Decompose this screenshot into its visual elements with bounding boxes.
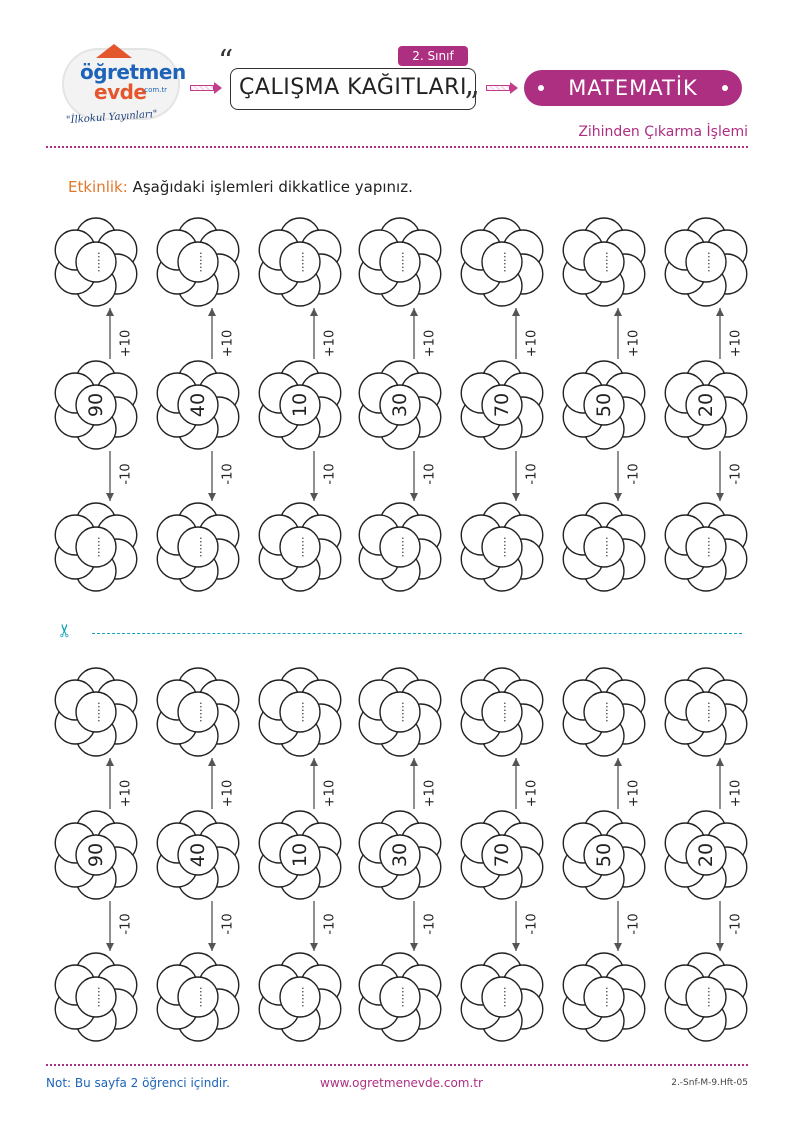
- center-number: 40: [187, 392, 209, 418]
- operation-arrow: [716, 901, 744, 951]
- operation-label: +10: [422, 779, 438, 808]
- flower: [563, 503, 645, 591]
- answer-blank: ......: [597, 986, 611, 1008]
- operation-arrow: [410, 308, 438, 359]
- operation-arrow: [310, 451, 338, 501]
- operation-label: -10: [118, 463, 134, 485]
- footer-note: Not: Bu sayfa 2 öğrenci içindir.: [46, 1076, 230, 1090]
- flower: [259, 811, 341, 899]
- operation-arrow: [310, 758, 338, 809]
- answer-blank: ......: [191, 701, 205, 723]
- center-number: 70: [491, 842, 513, 868]
- flower: [563, 953, 645, 1041]
- arrow-up-icon: [716, 758, 724, 766]
- operation-arrow: [410, 901, 438, 951]
- operation-label: -10: [728, 463, 744, 485]
- answer-blank: ......: [89, 251, 103, 273]
- flower: [157, 811, 239, 899]
- operation-label: +10: [728, 329, 744, 358]
- operation-arrow: [208, 901, 236, 951]
- operation-label: -10: [524, 463, 540, 485]
- operation-arrow: [512, 451, 540, 501]
- logo-text-bottom: evde: [94, 80, 147, 104]
- flower: [359, 668, 441, 756]
- operation-arrow: [106, 758, 134, 809]
- arrow-down-icon: [512, 943, 520, 951]
- operation-label: -10: [322, 463, 338, 485]
- operation-label: -10: [728, 913, 744, 935]
- flower: [157, 361, 239, 449]
- arrow-down-icon: [208, 493, 216, 501]
- arrow-down-icon: [410, 943, 418, 951]
- answer-blank: ......: [597, 701, 611, 723]
- flower: [665, 503, 747, 591]
- arrow-up-icon: [410, 758, 418, 766]
- footer-divider: [46, 1064, 748, 1066]
- answer-blank: ......: [89, 986, 103, 1008]
- operation-label: +10: [524, 329, 540, 358]
- center-number: 10: [289, 842, 311, 868]
- answer-blank: ......: [597, 251, 611, 273]
- center-number: 90: [85, 842, 107, 868]
- flower: [461, 953, 543, 1041]
- logo-tagline: "İlkokul Yayınları": [65, 108, 158, 127]
- operation-label: -10: [422, 913, 438, 935]
- operation-label: -10: [118, 913, 134, 935]
- flower: [55, 361, 137, 449]
- operation-label: -10: [220, 463, 236, 485]
- center-number: 50: [593, 392, 615, 418]
- flower: [359, 953, 441, 1041]
- operation-arrow: [106, 308, 134, 359]
- topic-title: Zihinden Çıkarma İşlemi: [578, 124, 748, 140]
- center-number: 90: [85, 392, 107, 418]
- answer-blank: ......: [699, 701, 713, 723]
- flower: [259, 953, 341, 1041]
- operation-arrow: [106, 451, 134, 501]
- operation-label: -10: [524, 913, 540, 935]
- arrow-down-icon: [410, 493, 418, 501]
- operation-arrow: [410, 451, 438, 501]
- operation-arrow: [512, 901, 540, 951]
- answer-blank: ......: [89, 536, 103, 558]
- flower: [157, 953, 239, 1041]
- center-number: 20: [695, 842, 717, 868]
- arrow-down-icon: [208, 943, 216, 951]
- operation-arrow: [614, 758, 642, 809]
- flower: [55, 953, 137, 1041]
- answer-blank: ......: [393, 986, 407, 1008]
- operation-arrow: [614, 308, 642, 359]
- flower: [359, 811, 441, 899]
- arrow-down-icon: [716, 493, 724, 501]
- flower: [461, 218, 543, 306]
- flower: [563, 361, 645, 449]
- open-quote-icon: “: [218, 44, 234, 79]
- logo-text-top: öğretmen: [80, 60, 186, 84]
- answer-blank: ......: [191, 986, 205, 1008]
- flower: [563, 811, 645, 899]
- center-number: 50: [593, 842, 615, 868]
- operation-arrow: [716, 758, 744, 809]
- operation-arrow: [208, 758, 236, 809]
- arrow-up-icon: [106, 758, 114, 766]
- arrow-down-icon: [512, 493, 520, 501]
- answer-blank: ......: [699, 536, 713, 558]
- logo-domain: .com.tr: [142, 86, 168, 94]
- flower: [461, 811, 543, 899]
- operation-label: +10: [322, 779, 338, 808]
- answer-blank: ......: [495, 536, 509, 558]
- arrow-down-icon: [614, 493, 622, 501]
- answer-blank: ......: [495, 251, 509, 273]
- answer-blank: ......: [393, 251, 407, 273]
- flower: [563, 668, 645, 756]
- arrow-up-icon: [208, 758, 216, 766]
- operation-label: +10: [220, 329, 236, 358]
- arrow-down-icon: [310, 943, 318, 951]
- arrow-up-icon: [614, 758, 622, 766]
- arrow-up-icon: [106, 308, 114, 316]
- flower: [665, 953, 747, 1041]
- operation-arrow: [208, 451, 236, 501]
- center-number: 20: [695, 392, 717, 418]
- operation-arrow: [106, 901, 134, 951]
- operation-label: +10: [322, 329, 338, 358]
- footer-code: 2.-Snf-M-9.Hft-05: [671, 1078, 748, 1088]
- cut-line: [92, 633, 742, 634]
- operation-label: -10: [626, 913, 642, 935]
- arrow-down-icon: [716, 943, 724, 951]
- answer-blank: ......: [293, 701, 307, 723]
- operation-label: +10: [626, 779, 642, 808]
- operation-arrow: [614, 451, 642, 501]
- footer-url: www.ogretmenevde.com.tr: [320, 1076, 483, 1090]
- operation-arrow: [716, 451, 744, 501]
- flower: [665, 218, 747, 306]
- flower: [461, 668, 543, 756]
- answer-blank: ......: [191, 536, 205, 558]
- flower: [665, 668, 747, 756]
- operation-arrow: [512, 308, 540, 359]
- flower: [55, 218, 137, 306]
- close-quote-icon: ”: [464, 86, 480, 121]
- operation-arrow: [208, 308, 236, 359]
- operation-label: -10: [626, 463, 642, 485]
- answer-blank: ......: [393, 701, 407, 723]
- arrow-down-icon: [614, 943, 622, 951]
- operation-arrow: [512, 758, 540, 809]
- flower: [157, 668, 239, 756]
- operation-label: +10: [728, 779, 744, 808]
- operation-label: +10: [626, 329, 642, 358]
- answer-blank: ......: [495, 986, 509, 1008]
- answer-blank: ......: [393, 536, 407, 558]
- flower: [259, 503, 341, 591]
- operation-label: -10: [422, 463, 438, 485]
- operation-label: +10: [220, 779, 236, 808]
- arrow-up-icon: [614, 308, 622, 316]
- page-title: ÇALIŞMA KAĞITLARI: [239, 75, 467, 100]
- scissors-icon: ✂: [55, 622, 77, 639]
- arrow-down-icon: [106, 493, 114, 501]
- answer-blank: ......: [293, 536, 307, 558]
- answer-blank: ......: [191, 251, 205, 273]
- answer-blank: ......: [597, 536, 611, 558]
- answer-blank: ......: [495, 701, 509, 723]
- flower: [359, 361, 441, 449]
- arrow-up-icon: [512, 758, 520, 766]
- center-number: 30: [389, 392, 411, 418]
- operation-label: -10: [220, 913, 236, 935]
- answer-blank: ......: [89, 701, 103, 723]
- flower: [461, 361, 543, 449]
- flower: [359, 218, 441, 306]
- flower: [55, 668, 137, 756]
- flower: [665, 361, 747, 449]
- center-number: 70: [491, 392, 513, 418]
- answer-blank: ......: [293, 251, 307, 273]
- operation-arrow: [310, 901, 338, 951]
- operation-arrow: [310, 308, 338, 359]
- operation-arrow: [410, 758, 438, 809]
- flower: [55, 811, 137, 899]
- flower: [665, 811, 747, 899]
- answer-blank: ......: [699, 251, 713, 273]
- subject-label: MATEMATİK: [568, 76, 698, 100]
- arrow-down-icon: [106, 943, 114, 951]
- arrow-up-icon: [310, 308, 318, 316]
- flower: [157, 503, 239, 591]
- grade-badge: 2. Sınıf: [398, 46, 468, 66]
- operation-label: +10: [524, 779, 540, 808]
- operation-arrow: [614, 901, 642, 951]
- operation-label: -10: [322, 913, 338, 935]
- flower: [55, 503, 137, 591]
- flower: [157, 218, 239, 306]
- operation-label: +10: [422, 329, 438, 358]
- operation-arrow: [716, 308, 744, 359]
- arrow-up-icon: [208, 308, 216, 316]
- flower: [563, 218, 645, 306]
- arrow-up-icon: [310, 758, 318, 766]
- center-number: 30: [389, 842, 411, 868]
- activity-text: Aşağıdaki işlemleri dikkatlice yapınız.: [127, 178, 413, 196]
- arrow-up-icon: [410, 308, 418, 316]
- answer-blank: ......: [293, 986, 307, 1008]
- flower: [359, 503, 441, 591]
- center-number: 10: [289, 392, 311, 418]
- activity-label: Etkinlik:: [68, 178, 128, 196]
- arrow-down-icon: [310, 493, 318, 501]
- flower: [259, 668, 341, 756]
- center-number: 40: [187, 842, 209, 868]
- flower: [259, 361, 341, 449]
- arrow-up-icon: [512, 308, 520, 316]
- operation-label: +10: [118, 779, 134, 808]
- answer-blank: ......: [699, 986, 713, 1008]
- flower: [259, 218, 341, 306]
- flower: [461, 503, 543, 591]
- operation-label: +10: [118, 329, 134, 358]
- arrow-up-icon: [716, 308, 724, 316]
